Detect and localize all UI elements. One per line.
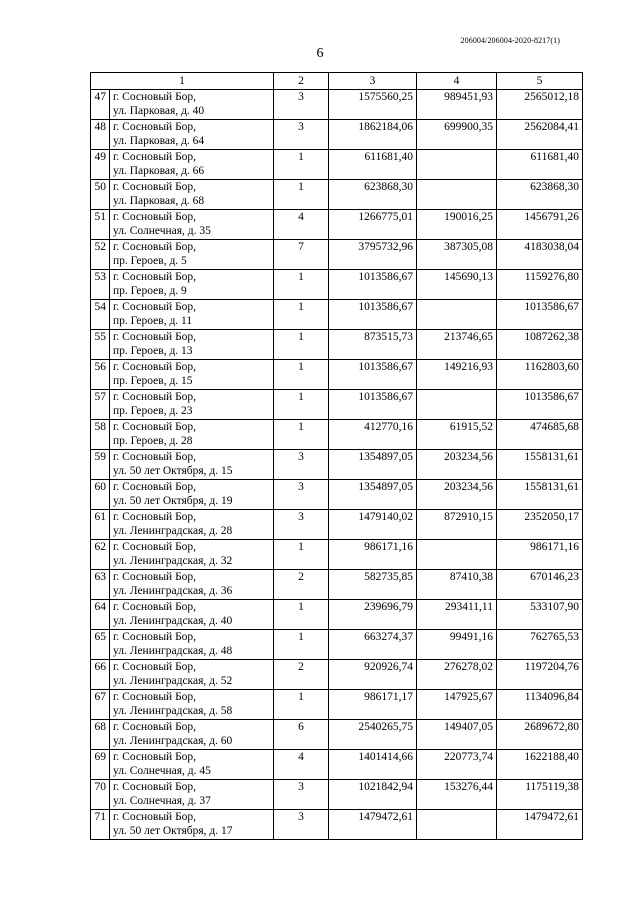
count-cell: 1 bbox=[274, 180, 329, 210]
table-row bbox=[91, 660, 583, 690]
address-street: ул. Солнечная, д. 37 bbox=[113, 795, 211, 807]
value-col3-cell: 1013586,67 bbox=[329, 300, 417, 330]
address-cell bbox=[110, 750, 274, 780]
value-col3-cell: 611681,40 bbox=[329, 150, 417, 180]
row-number: 60 bbox=[91, 480, 110, 510]
row-number: 58 bbox=[91, 420, 110, 450]
address-cell bbox=[110, 120, 274, 150]
address-city: г. Сосновый Бор, bbox=[113, 661, 197, 673]
count-cell: 3 bbox=[274, 450, 329, 480]
value-col3-cell: 1354897,05 bbox=[329, 480, 417, 510]
row-number: 50 bbox=[91, 180, 110, 210]
address-cell bbox=[110, 720, 274, 750]
table-row bbox=[91, 450, 583, 480]
row-number: 66 bbox=[91, 660, 110, 690]
count-cell: 2 bbox=[274, 660, 329, 690]
address-cell bbox=[110, 540, 274, 570]
address-city: г. Сосновый Бор, bbox=[113, 181, 197, 193]
address-cell bbox=[110, 330, 274, 360]
value-col5-cell: 1479472,61 bbox=[497, 810, 583, 840]
address-city: г. Сосновый Бор, bbox=[113, 151, 197, 163]
count-cell: 1 bbox=[274, 360, 329, 390]
value-col4-cell: 203234,56 bbox=[417, 450, 497, 480]
value-col5-cell: 1013586,67 bbox=[497, 390, 583, 420]
value-col4-cell: 149216,93 bbox=[417, 360, 497, 390]
address-street: ул. Ленинградская, д. 28 bbox=[113, 525, 233, 537]
address-street: ул. 50 лет Октября, д. 15 bbox=[113, 465, 233, 477]
value-col4-cell: 145690,13 bbox=[417, 270, 497, 300]
address-street: ул. Ленинградская, д. 32 bbox=[113, 555, 233, 567]
value-col3-cell: 986171,16 bbox=[329, 540, 417, 570]
address-street: ул. Ленинградская, д. 36 bbox=[113, 585, 233, 597]
value-col5-cell: 1622188,40 bbox=[497, 750, 583, 780]
count-cell: 1 bbox=[274, 390, 329, 420]
row-number: 62 bbox=[91, 540, 110, 570]
address-street: ул. Парковая, д. 68 bbox=[113, 195, 205, 207]
count-cell: 6 bbox=[274, 720, 329, 750]
row-number: 48 bbox=[91, 120, 110, 150]
address-cell bbox=[110, 570, 274, 600]
value-col4-cell bbox=[417, 540, 497, 570]
row-number: 64 bbox=[91, 600, 110, 630]
table-row bbox=[91, 360, 583, 390]
table-row bbox=[91, 420, 583, 450]
address-street: ул. Парковая, д. 64 bbox=[113, 135, 205, 147]
address-city: г. Сосновый Бор, bbox=[113, 751, 197, 763]
value-col5-cell: 1558131,61 bbox=[497, 450, 583, 480]
value-col4-cell: 989451,93 bbox=[417, 90, 497, 120]
address-city: г. Сосновый Бор, bbox=[113, 421, 197, 433]
table-row bbox=[91, 300, 583, 330]
column-header-5: 5 bbox=[497, 73, 583, 90]
table-row bbox=[91, 540, 583, 570]
row-number: 52 bbox=[91, 240, 110, 270]
address-city: г. Сосновый Бор, bbox=[113, 571, 197, 583]
table-row bbox=[91, 480, 583, 510]
table-row bbox=[91, 240, 583, 270]
value-col3-cell: 1266775,01 bbox=[329, 210, 417, 240]
address-city: г. Сосновый Бор, bbox=[113, 541, 197, 553]
value-col5-cell: 1013586,67 bbox=[497, 300, 583, 330]
value-col5-cell: 2565012,18 bbox=[497, 90, 583, 120]
value-col3-cell: 986171,17 bbox=[329, 690, 417, 720]
row-number: 47 bbox=[91, 90, 110, 120]
value-col5-cell: 474685,68 bbox=[497, 420, 583, 450]
table-row bbox=[91, 510, 583, 540]
address-cell bbox=[110, 810, 274, 840]
row-number: 68 bbox=[91, 720, 110, 750]
value-col4-cell: 699900,35 bbox=[417, 120, 497, 150]
value-col3-cell: 3795732,96 bbox=[329, 240, 417, 270]
value-col3-cell: 1401414,66 bbox=[329, 750, 417, 780]
count-cell: 1 bbox=[274, 540, 329, 570]
address-city: г. Сосновый Бор, bbox=[113, 301, 197, 313]
value-col3-cell: 2540265,75 bbox=[329, 720, 417, 750]
value-col5-cell: 611681,40 bbox=[497, 150, 583, 180]
address-city: г. Сосновый Бор, bbox=[113, 691, 197, 703]
value-col3-cell: 920926,74 bbox=[329, 660, 417, 690]
value-col4-cell: 293411,11 bbox=[417, 600, 497, 630]
value-col5-cell: 1134096,84 bbox=[497, 690, 583, 720]
address-cell bbox=[110, 600, 274, 630]
address-street: пр. Героев, д. 11 bbox=[113, 315, 193, 327]
address-city: г. Сосновый Бор, bbox=[113, 391, 197, 403]
address-street: ул. 50 лет Октября, д. 19 bbox=[113, 495, 233, 507]
address-city: г. Сосновый Бор, bbox=[113, 211, 197, 223]
table-row bbox=[91, 330, 583, 360]
table-row bbox=[91, 570, 583, 600]
row-number: 56 bbox=[91, 360, 110, 390]
value-col4-cell bbox=[417, 810, 497, 840]
value-col4-cell: 220773,74 bbox=[417, 750, 497, 780]
address-cell bbox=[110, 510, 274, 540]
address-cell bbox=[110, 690, 274, 720]
address-city: г. Сосновый Бор, bbox=[113, 721, 197, 733]
count-cell: 1 bbox=[274, 270, 329, 300]
value-col5-cell: 1456791,26 bbox=[497, 210, 583, 240]
address-city: г. Сосновый Бор, bbox=[113, 241, 197, 253]
address-city: г. Сосновый Бор, bbox=[113, 91, 197, 103]
count-cell: 4 bbox=[274, 210, 329, 240]
value-col3-cell: 582735,85 bbox=[329, 570, 417, 600]
address-street: ул. Ленинградская, д. 48 bbox=[113, 645, 233, 657]
table-row bbox=[91, 810, 583, 840]
value-col5-cell: 623868,30 bbox=[497, 180, 583, 210]
table-row bbox=[91, 390, 583, 420]
address-cell bbox=[110, 780, 274, 810]
count-cell: 1 bbox=[274, 630, 329, 660]
row-number: 63 bbox=[91, 570, 110, 600]
count-cell: 1 bbox=[274, 150, 329, 180]
row-number: 61 bbox=[91, 510, 110, 540]
address-street: пр. Героев, д. 5 bbox=[113, 255, 187, 267]
value-col5-cell: 2689672,80 bbox=[497, 720, 583, 750]
value-col4-cell bbox=[417, 300, 497, 330]
row-number: 65 bbox=[91, 630, 110, 660]
address-cell bbox=[110, 360, 274, 390]
address-city: г. Сосновый Бор, bbox=[113, 781, 197, 793]
value-col4-cell: 203234,56 bbox=[417, 480, 497, 510]
value-col3-cell: 1013586,67 bbox=[329, 360, 417, 390]
value-col3-cell: 1575560,25 bbox=[329, 90, 417, 120]
address-city: г. Сосновый Бор, bbox=[113, 451, 197, 463]
column-header-4: 4 bbox=[417, 73, 497, 90]
address-street: ул. Солнечная, д. 35 bbox=[113, 225, 211, 237]
address-street: пр. Героев, д. 15 bbox=[113, 375, 193, 387]
value-col4-cell: 153276,44 bbox=[417, 780, 497, 810]
value-col4-cell: 213746,65 bbox=[417, 330, 497, 360]
row-number: 71 bbox=[91, 810, 110, 840]
address-street: пр. Героев, д. 23 bbox=[113, 405, 193, 417]
table-row bbox=[91, 690, 583, 720]
value-col3-cell: 873515,73 bbox=[329, 330, 417, 360]
address-cell bbox=[110, 480, 274, 510]
address-cell bbox=[110, 390, 274, 420]
value-col5-cell: 533107,90 bbox=[497, 600, 583, 630]
data-table bbox=[90, 72, 583, 840]
address-cell bbox=[110, 420, 274, 450]
table-row bbox=[91, 780, 583, 810]
value-col3-cell: 1862184,06 bbox=[329, 120, 417, 150]
value-col5-cell: 670146,23 bbox=[497, 570, 583, 600]
address-street: пр. Героев, д. 13 bbox=[113, 345, 193, 357]
value-col5-cell: 1558131,61 bbox=[497, 480, 583, 510]
address-city: г. Сосновый Бор, bbox=[113, 601, 197, 613]
address-city: г. Сосновый Бор, bbox=[113, 511, 197, 523]
address-cell bbox=[110, 90, 274, 120]
address-cell bbox=[110, 660, 274, 690]
count-cell: 1 bbox=[274, 420, 329, 450]
value-col4-cell bbox=[417, 150, 497, 180]
value-col3-cell: 1354897,05 bbox=[329, 450, 417, 480]
address-cell bbox=[110, 210, 274, 240]
count-cell: 1 bbox=[274, 300, 329, 330]
value-col3-cell: 623868,30 bbox=[329, 180, 417, 210]
document-id: 206004/206004-2020-8217(1) bbox=[460, 36, 560, 45]
address-street: ул. Ленинградская, д. 58 bbox=[113, 705, 233, 717]
value-col5-cell: 2562084,41 bbox=[497, 120, 583, 150]
address-city: г. Сосновый Бор, bbox=[113, 271, 197, 283]
value-col5-cell: 1197204,76 bbox=[497, 660, 583, 690]
value-col5-cell: 2352050,17 bbox=[497, 510, 583, 540]
address-city: г. Сосновый Бор, bbox=[113, 811, 197, 823]
table-row bbox=[91, 150, 583, 180]
row-number: 57 bbox=[91, 390, 110, 420]
value-col4-cell: 872910,15 bbox=[417, 510, 497, 540]
table-body bbox=[91, 90, 583, 840]
value-col3-cell: 1479140,02 bbox=[329, 510, 417, 540]
count-cell: 2 bbox=[274, 570, 329, 600]
table-row bbox=[91, 720, 583, 750]
row-number: 70 bbox=[91, 780, 110, 810]
column-header-3: 3 bbox=[329, 73, 417, 90]
table-row bbox=[91, 750, 583, 780]
address-cell bbox=[110, 180, 274, 210]
value-col3-cell: 1479472,61 bbox=[329, 810, 417, 840]
value-col3-cell: 412770,16 bbox=[329, 420, 417, 450]
address-street: ул. Парковая, д. 66 bbox=[113, 165, 205, 177]
header-row bbox=[91, 73, 583, 90]
value-col4-cell: 87410,38 bbox=[417, 570, 497, 600]
value-col4-cell: 147925,67 bbox=[417, 690, 497, 720]
value-col4-cell bbox=[417, 390, 497, 420]
table-row bbox=[91, 90, 583, 120]
value-col3-cell: 663274,37 bbox=[329, 630, 417, 660]
value-col4-cell bbox=[417, 180, 497, 210]
row-number: 55 bbox=[91, 330, 110, 360]
row-number: 53 bbox=[91, 270, 110, 300]
table-row bbox=[91, 180, 583, 210]
address-city: г. Сосновый Бор, bbox=[113, 121, 197, 133]
value-col3-cell: 1021842,94 bbox=[329, 780, 417, 810]
value-col4-cell: 61915,52 bbox=[417, 420, 497, 450]
count-cell: 1 bbox=[274, 600, 329, 630]
row-number: 59 bbox=[91, 450, 110, 480]
row-number: 69 bbox=[91, 750, 110, 780]
row-number: 51 bbox=[91, 210, 110, 240]
address-street: ул. Ленинградская, д. 40 bbox=[113, 615, 233, 627]
count-cell: 3 bbox=[274, 120, 329, 150]
value-col5-cell: 986171,16 bbox=[497, 540, 583, 570]
count-cell: 3 bbox=[274, 90, 329, 120]
count-cell: 1 bbox=[274, 330, 329, 360]
address-street: ул. Ленинградская, д. 52 bbox=[113, 675, 233, 687]
row-number: 67 bbox=[91, 690, 110, 720]
address-street: пр. Героев, д. 28 bbox=[113, 435, 193, 447]
address-city: г. Сосновый Бор, bbox=[113, 481, 197, 493]
address-street: пр. Героев, д. 9 bbox=[113, 285, 187, 297]
address-cell bbox=[110, 150, 274, 180]
address-cell bbox=[110, 450, 274, 480]
address-cell bbox=[110, 630, 274, 660]
table-row bbox=[91, 120, 583, 150]
column-header-2: 2 bbox=[274, 73, 329, 90]
address-street: ул. Ленинградская, д. 60 bbox=[113, 735, 233, 747]
value-col4-cell: 190016,25 bbox=[417, 210, 497, 240]
value-col5-cell: 4183038,04 bbox=[497, 240, 583, 270]
address-cell bbox=[110, 300, 274, 330]
row-number: 54 bbox=[91, 300, 110, 330]
count-cell: 4 bbox=[274, 750, 329, 780]
address-street: ул. Парковая, д. 40 bbox=[113, 105, 205, 117]
value-col5-cell: 1159276,80 bbox=[497, 270, 583, 300]
table-row bbox=[91, 270, 583, 300]
address-city: г. Сосновый Бор, bbox=[113, 331, 197, 343]
table-row bbox=[91, 630, 583, 660]
address-city: г. Сосновый Бор, bbox=[113, 361, 197, 373]
value-col5-cell: 1087262,38 bbox=[497, 330, 583, 360]
count-cell: 3 bbox=[274, 510, 329, 540]
count-cell: 7 bbox=[274, 240, 329, 270]
value-col4-cell: 99491,16 bbox=[417, 630, 497, 660]
count-cell: 3 bbox=[274, 810, 329, 840]
value-col5-cell: 1162803,60 bbox=[497, 360, 583, 390]
value-col4-cell: 276278,02 bbox=[417, 660, 497, 690]
value-col4-cell: 149407,05 bbox=[417, 720, 497, 750]
value-col3-cell: 239696,79 bbox=[329, 600, 417, 630]
row-number: 49 bbox=[91, 150, 110, 180]
address-street: ул. 50 лет Октября, д. 17 bbox=[113, 825, 233, 837]
count-cell: 1 bbox=[274, 690, 329, 720]
page-number: 6 bbox=[316, 46, 324, 61]
column-header-1: 1 bbox=[91, 73, 274, 90]
address-cell bbox=[110, 240, 274, 270]
count-cell: 3 bbox=[274, 780, 329, 810]
value-col3-cell: 1013586,67 bbox=[329, 390, 417, 420]
address-city: г. Сосновый Бор, bbox=[113, 631, 197, 643]
address-cell bbox=[110, 270, 274, 300]
count-cell: 3 bbox=[274, 480, 329, 510]
table-row bbox=[91, 210, 583, 240]
table-row bbox=[91, 600, 583, 630]
value-col3-cell: 1013586,67 bbox=[329, 270, 417, 300]
value-col4-cell: 387305,08 bbox=[417, 240, 497, 270]
address-street: ул. Солнечная, д. 45 bbox=[113, 765, 211, 777]
value-col5-cell: 762765,53 bbox=[497, 630, 583, 660]
value-col5-cell: 1175119,38 bbox=[497, 780, 583, 810]
